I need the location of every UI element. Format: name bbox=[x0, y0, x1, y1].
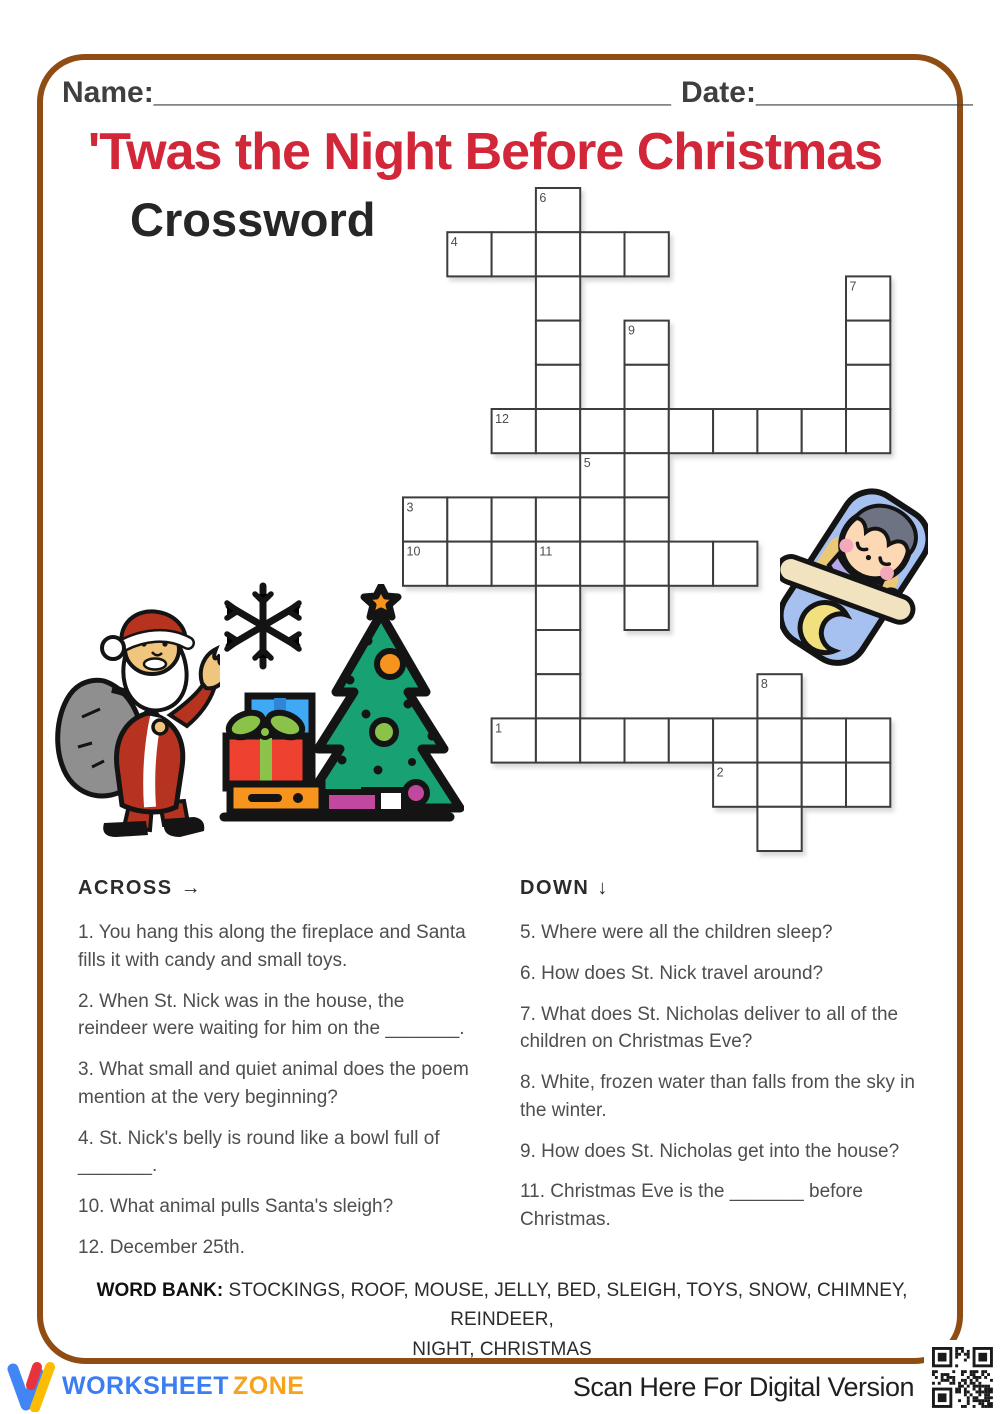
name-blank-line[interactable]: _______________________________ bbox=[153, 76, 671, 109]
crossword-cell[interactable] bbox=[492, 497, 536, 541]
date-blank-line[interactable]: _____________ bbox=[755, 76, 973, 109]
down-clue-11: 11. Christmas Eve is the _______ before Christmas. bbox=[520, 1181, 863, 1231]
word-bank-label: WORD BANK: bbox=[96, 1280, 224, 1301]
crossword-cell[interactable] bbox=[492, 542, 536, 586]
crossword-cell[interactable] bbox=[536, 232, 580, 276]
crossword-cell[interactable] bbox=[802, 763, 846, 807]
down-clue-8: 8. White, frozen water than falls from the sky in the winter. bbox=[520, 1072, 915, 1121]
cell-number: 5 bbox=[583, 456, 591, 471]
crossword-cell[interactable] bbox=[669, 718, 713, 762]
across-section bbox=[78, 874, 476, 1275]
across-clue-3: 3. What small and quiet animal does the poem mention at the very beginning? bbox=[78, 1059, 469, 1108]
brand-zone: ZONE bbox=[233, 1371, 305, 1400]
brand-worksheet: WORKSHEET bbox=[62, 1371, 229, 1400]
crossword-cell[interactable] bbox=[536, 497, 580, 541]
crossword-cell[interactable] bbox=[669, 409, 713, 453]
crossword-cell[interactable] bbox=[536, 674, 580, 718]
cell-number: 1 bbox=[495, 721, 503, 736]
across-clue-4: 4. St. Nick's belly is round like a bowl full of _______. bbox=[78, 1127, 440, 1177]
crossword-cell[interactable] bbox=[580, 542, 624, 586]
cell-number: 6 bbox=[539, 191, 547, 205]
crossword-cell[interactable] bbox=[580, 232, 624, 276]
crossword-cell[interactable] bbox=[625, 586, 669, 630]
crossword-cell[interactable] bbox=[757, 807, 801, 851]
crossword-cell[interactable] bbox=[757, 409, 801, 453]
crossword-cell[interactable] bbox=[536, 718, 580, 762]
crossword-cell[interactable] bbox=[757, 718, 801, 762]
cell-number: 9 bbox=[628, 323, 635, 338]
word-bank-line1: STOCKINGS, ROOF, MOUSE, JELLY, BED, SLEIGH, TOYS, SNOW, CHIMNEY, REINDEER, bbox=[228, 1280, 908, 1331]
down-clue-6: 6. How does St. Nick travel around? bbox=[520, 962, 824, 984]
down-clue-5: 5. Where were all the children sleep? bbox=[520, 922, 833, 944]
crossword-cell[interactable] bbox=[802, 718, 846, 762]
crossword-cell[interactable] bbox=[846, 763, 890, 807]
crossword-cell[interactable] bbox=[536, 630, 580, 674]
right-arrow-icon: → bbox=[180, 877, 201, 899]
crossword-cell[interactable] bbox=[492, 232, 536, 276]
crossword-cell[interactable] bbox=[536, 586, 580, 630]
word-bank-line2: NIGHT, CHRISTMAS bbox=[412, 1338, 592, 1360]
sleeping-child-icon bbox=[780, 487, 928, 669]
crossword-cell[interactable] bbox=[757, 763, 801, 807]
crossword-cell[interactable] bbox=[580, 497, 624, 541]
cell-number: 12 bbox=[495, 412, 510, 426]
crossword-cell[interactable] bbox=[713, 718, 757, 762]
brand-name bbox=[62, 1372, 304, 1401]
crossword-cell[interactable] bbox=[625, 365, 669, 409]
crossword-cell[interactable] bbox=[669, 542, 713, 586]
crossword-cell[interactable] bbox=[447, 542, 491, 586]
word-bank bbox=[78, 1276, 926, 1364]
cell-number: 11 bbox=[539, 544, 553, 559]
down-header: DOWN ↓ bbox=[520, 877, 608, 899]
down-clue-9: 9. How does St. Nicholas get into the house? bbox=[520, 1140, 900, 1162]
crossword-cell[interactable] bbox=[625, 409, 669, 453]
crossword-cell[interactable] bbox=[713, 409, 757, 453]
crossword-cell[interactable] bbox=[625, 718, 669, 762]
cell-number: 7 bbox=[849, 279, 857, 294]
crossword-cell[interactable] bbox=[536, 365, 580, 409]
page-title: 'Twas the Night Before Christmas bbox=[87, 123, 883, 181]
worksheetzone-logo-icon bbox=[6, 1360, 56, 1412]
crossword-cell[interactable] bbox=[625, 453, 669, 497]
crossword-cell[interactable] bbox=[846, 409, 890, 453]
cell-number: 4 bbox=[450, 235, 458, 250]
crossword-cell[interactable] bbox=[713, 542, 757, 586]
crossword-cell[interactable] bbox=[536, 276, 580, 320]
cell-number: 10 bbox=[406, 544, 421, 559]
date-label: Date: bbox=[680, 76, 756, 109]
across-clue-1: 1. You hang this along the fireplace and Santa fills it with candy and small toys. bbox=[78, 922, 466, 971]
across-header: ACROSS → bbox=[78, 877, 201, 899]
worksheetzone-logo bbox=[6, 1360, 304, 1412]
down-clue-7: 7. What does St. Nicholas deliver to all of the children on Christmas Eve? bbox=[520, 1003, 899, 1053]
scan-here-text: Scan Here For Digital Version bbox=[572, 1372, 914, 1402]
cell-number: 3 bbox=[406, 500, 414, 515]
crossword-cell[interactable] bbox=[447, 497, 491, 541]
across-clue-2: 2. When St. Nick was in the house, the reindeer were waiting for him on the _______. bbox=[78, 990, 465, 1040]
page-subtitle: Crossword bbox=[130, 193, 376, 246]
down-arrow-icon: ↓ bbox=[597, 877, 608, 899]
across-clue-12: 12. December 25th. bbox=[78, 1236, 245, 1258]
qr-code bbox=[924, 1340, 1000, 1414]
crossword-cell[interactable] bbox=[802, 409, 846, 453]
crossword-cell[interactable] bbox=[625, 542, 669, 586]
santa-icon bbox=[52, 597, 220, 837]
crossword-cell[interactable] bbox=[846, 718, 890, 762]
name-label: Name: bbox=[62, 76, 154, 109]
across-clue-10: 10. What animal pulls Santa's sleigh? bbox=[78, 1196, 394, 1218]
crossword-cell[interactable] bbox=[580, 409, 624, 453]
name-date-row bbox=[62, 76, 973, 110]
christmas-scene bbox=[218, 584, 464, 826]
cell-number: 8 bbox=[760, 677, 768, 692]
crossword-cell[interactable] bbox=[846, 365, 890, 409]
down-section bbox=[520, 874, 944, 1247]
crossword-cell[interactable] bbox=[580, 718, 624, 762]
crossword-cell[interactable] bbox=[846, 321, 890, 365]
crossword-cell[interactable] bbox=[536, 409, 580, 453]
crossword-cell[interactable] bbox=[536, 321, 580, 365]
crossword-cell[interactable] bbox=[625, 232, 669, 276]
crossword-cell[interactable] bbox=[625, 497, 669, 541]
cell-number: 2 bbox=[716, 765, 724, 780]
christmas-tree-icon bbox=[302, 586, 460, 812]
